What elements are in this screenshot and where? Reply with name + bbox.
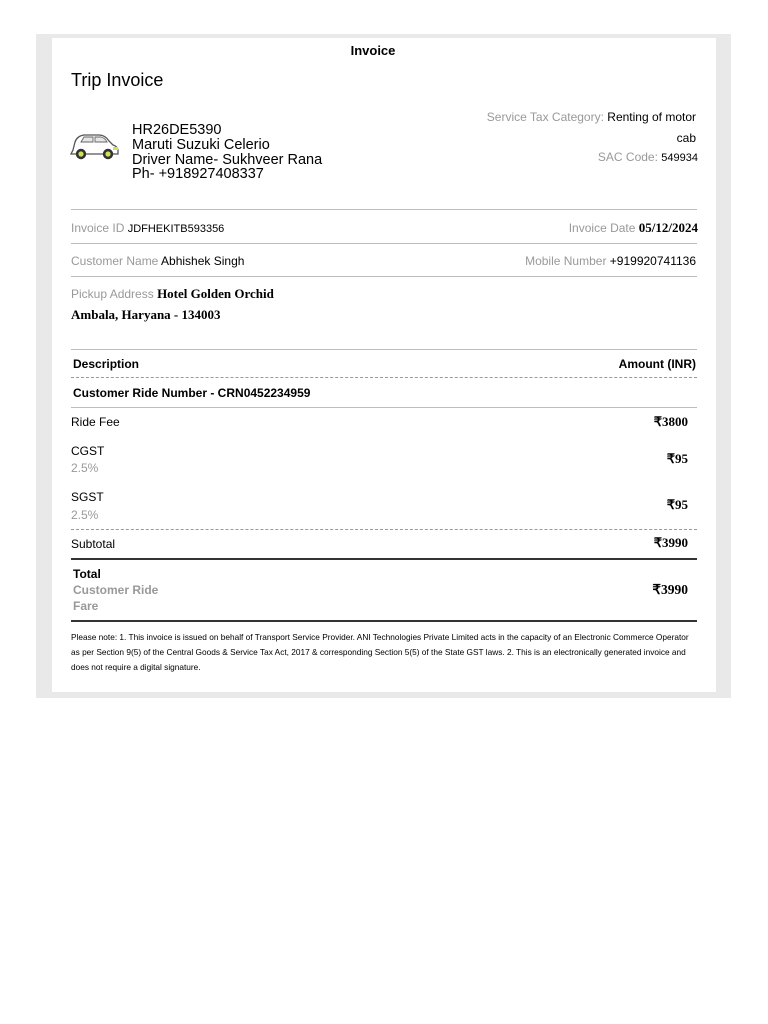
divider: [71, 243, 697, 244]
total-label: Total: [73, 567, 101, 581]
invoice-id-value: JDFHEKITB593356: [127, 223, 225, 235]
sac-label: SAC Code:: [597, 150, 658, 164]
mobile-label: Mobile Number: [525, 254, 607, 268]
divider: [71, 558, 697, 560]
subtotal-label: Subtotal: [71, 537, 116, 551]
invoice-id-label: Invoice ID: [71, 221, 125, 235]
total-sub: Fare: [73, 599, 99, 613]
customer-name-value: Abhishek Singh: [161, 254, 245, 268]
invoice-id: [71, 221, 224, 235]
divider: [71, 407, 697, 408]
driver-phone: Ph- +918927408337: [132, 166, 264, 182]
ride-number-label: Customer Ride Number - CRN: [73, 386, 244, 400]
vehicle-model: Maruti Suzuki Celerio: [132, 137, 270, 153]
row-label: Ride Fee: [71, 415, 120, 429]
dashed-divider: [71, 377, 697, 378]
document-title: Invoice: [350, 43, 396, 58]
service-tax-label: Service Tax Category:: [486, 110, 604, 124]
divider: [71, 620, 697, 622]
invoice-date-value: 05/12/2024: [638, 220, 698, 235]
pickup-line-2: Ambala, Haryana - 134003: [71, 307, 221, 322]
col-description: Description: [73, 357, 140, 371]
row-amount: ₹95: [666, 451, 688, 466]
trip-invoice-heading: Trip Invoice: [71, 70, 164, 90]
customer-name: [71, 254, 244, 268]
total-sub: Customer Ride: [73, 583, 159, 597]
ride-number-value: 0452234959: [243, 386, 311, 400]
row-sub: 2.5%: [71, 508, 99, 522]
dashed-divider: [71, 529, 697, 530]
pickup-line-1: Hotel Golden Orchid: [157, 286, 274, 301]
driver-name: Driver Name- Sukhveer Rana: [132, 152, 323, 168]
sac-value: 549934: [661, 152, 698, 164]
row-amount: ₹95: [666, 497, 688, 512]
sac-code: [598, 150, 698, 164]
subtotal-amount: ₹3990: [653, 535, 688, 550]
service-tax-value: Renting of motor: [607, 110, 696, 124]
pickup-address: [71, 286, 274, 302]
vehicle-plate: HR26DE5390: [132, 122, 222, 138]
invoice-date-label: Invoice Date: [568, 221, 636, 235]
divider: [71, 209, 697, 210]
divider: [71, 349, 697, 350]
row-label: CGST: [71, 444, 105, 458]
invoice-date: [569, 220, 698, 236]
row-sub: 2.5%: [71, 461, 99, 475]
service-tax-category: [487, 110, 696, 124]
col-amount: Amount (INR): [618, 357, 696, 371]
row-label: SGST: [71, 490, 104, 504]
divider: [71, 276, 697, 277]
mobile-value: +919920741136: [609, 254, 696, 268]
disclaimer-note: Please note: 1. This invoice is issued on behalf of Transport Service Provider. ANI Technologies Private Limited acts in the capacity of an Electronic Commerce Operator as per Section 9(5) of the Central Goods & Service Tax Act, 2017 & corresponding Section 5(5) of the State GST laws. 2. This is an electronically generated invoice and does not require a digital signature.: [71, 632, 689, 672]
service-tax-value-cont: cab: [676, 131, 696, 145]
total-amount: ₹3990: [652, 582, 688, 597]
row-amount: ₹3800: [653, 414, 688, 429]
pickup-label: Pickup Address: [71, 287, 154, 301]
car-icon: [68, 128, 120, 162]
customer-name-label: Customer Name: [71, 254, 159, 268]
mobile-number: [525, 254, 696, 268]
ride-number: [73, 386, 310, 400]
